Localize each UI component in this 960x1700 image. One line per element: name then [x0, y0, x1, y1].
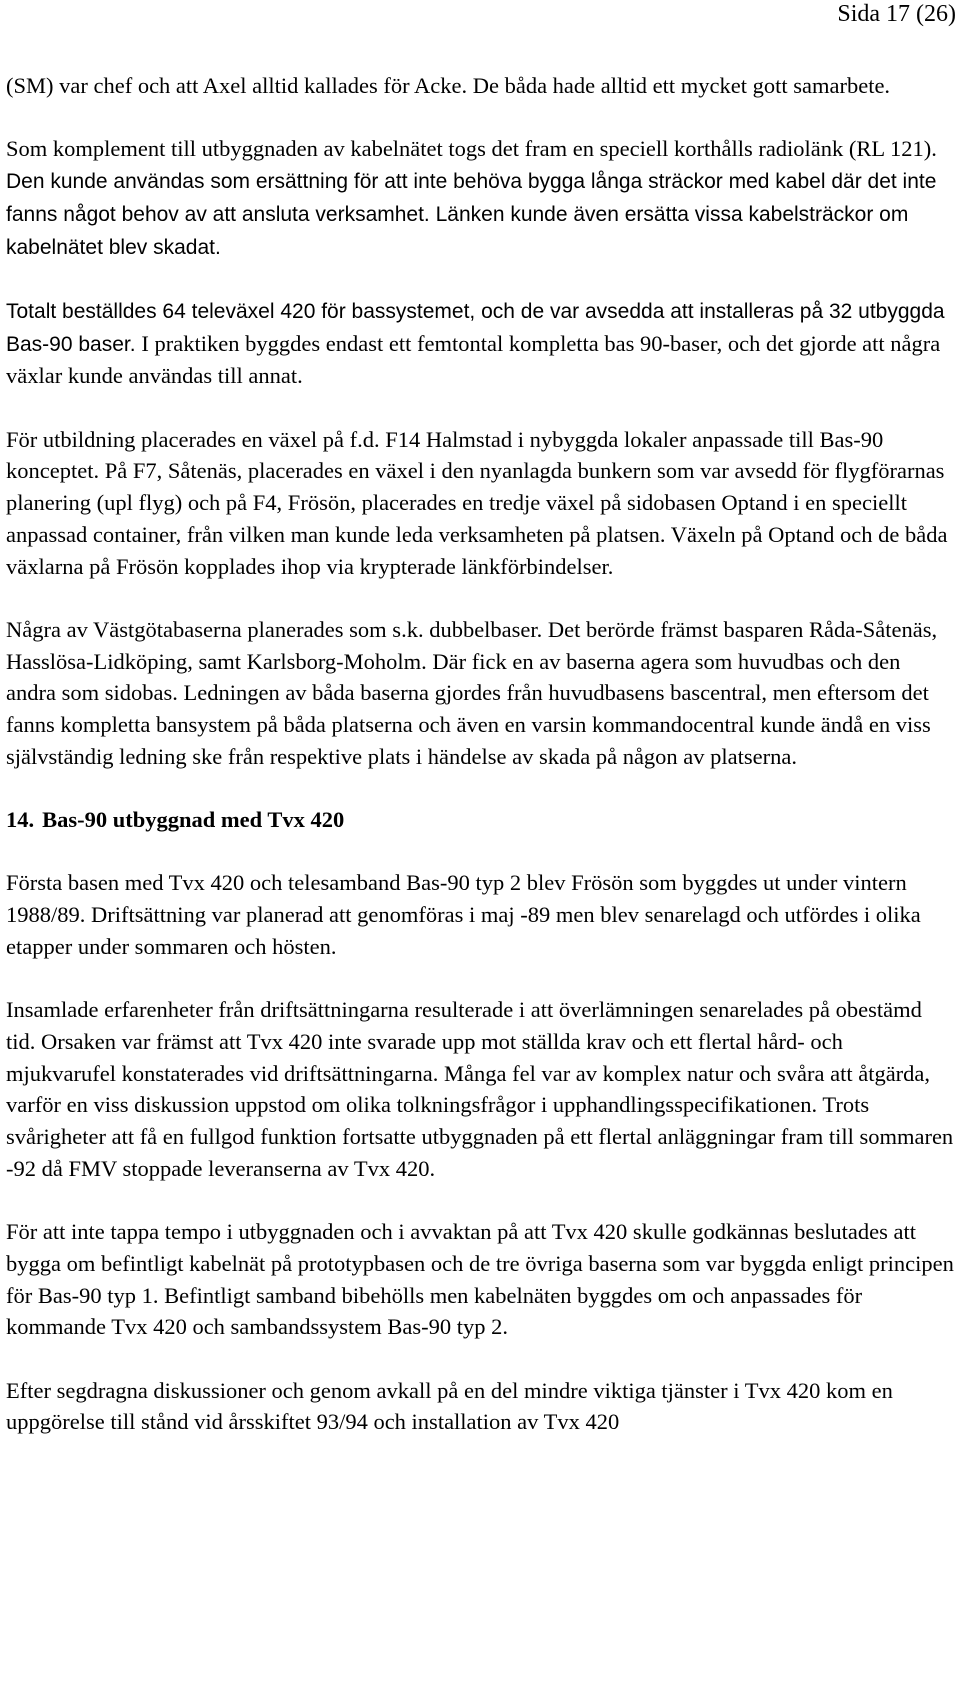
paragraph-text: Efter segdragna diskussioner och genom avkall på en del mindre viktiga tjänster i Tvx 420 kom en uppgörelse till stånd vid årsskiftet 93/94 och installation av Tvx 420: [6, 1377, 893, 1435]
paragraph-text: Insamlade erfarenheter från driftsättningarna resulterade i att överlämningen senarelades på obestämd tid. Orsaken var främst att Tvx 420 inte svarade upp mot ställda krav och ett flertal hård- och mjukvarufel konstaterades vid driftsättningarna. Många fel var av komplex natur och svåra att åtgärda, varför en viss diskussion uppstod om olika tolkningsfrågor i upphandlingsspecifikationen. Trots svårigheter att få en fullgod funktion fortsatte utbyggnaden på ett flertal anläggningar fram till sommaren -92 då FMV stoppade leveranserna av Tvx 420.: [6, 997, 954, 1181]
section-title: Bas-90 utbyggnad med Tvx 420: [42, 807, 345, 833]
paragraph-text: (SM) var chef och att Axel alltid kallades för Acke. De båda hade alltid ett mycket gott samarbete.: [6, 73, 891, 98]
paragraph-text: I praktiken byggdes endast ett femtontal kompletta bas 90-baser, och det gjorde att några växlar kunde användas till annat.: [6, 330, 941, 389]
paragraph-6: [6, 867, 954, 962]
page-number: Sida 17 (26): [837, 1, 956, 27]
paragraph-text: För att inte tappa tempo i utbyggnaden och i avvaktan på att Tvx 420 skulle godkännas beslutades att bygga om befintligt kabelnät på prototypbasen och de tre övriga baserna som var byggda enligt principen för Bas-90 typ 1. Befintligt samband bibehölls men kabelnäten byggdes om och anpassades för kommande Tvx 420 och sambandssystem Bas-90 typ 2.: [6, 1219, 954, 1340]
paragraph-text: Några av Västgötabaserna planerades som s.k. dubbelbaser. Det berörde främst basparen Råda-Såtenäs, Hasslösa-Lidköping, samt Karlsborg-Moholm. Där fick en av baserna agera som huvudbas och den andra som sidobas. Ledningen av båda baserna gjordes från huvudbasens bascentral, men eftersom det fanns kompletta bansystem på båda platserna och även en varsin kommandocentral kunde ändå en viss självständig ledning ske från respektive plats i händelse av skada på någon av platserna.: [6, 616, 938, 769]
paragraph-text-sans: Totalt beställdes 64 televäxel 420 för bassystemet, och de var avsedda att installeras på 32 utbyggda Bas-90 baser.: [6, 299, 945, 356]
document-body: [6, 70, 954, 1470]
paragraph-4: [6, 424, 954, 583]
paragraph-8: [6, 1216, 954, 1343]
paragraph-5: [6, 614, 954, 773]
section-heading: [6, 804, 954, 836]
paragraph-text-sans: Den kunde användas som ersättning för att inte behöva bygga långa sträckor med kabel där det inte fanns något behov av att ansluta verksamhet. Länken kunde även ersätta vissa kabelsträckor om kabelnätet blev skadat.: [6, 170, 937, 259]
paragraph-1: [6, 70, 954, 102]
paragraph-7: [6, 994, 954, 1184]
paragraph-2: [6, 133, 954, 263]
paragraph-9: [6, 1375, 954, 1438]
paragraph-3: [6, 295, 954, 392]
paragraph-text: Första basen med Tvx 420 och telesamband Bas-90 typ 2 blev Frösön som byggdes ut under vintern 1988/89. Driftsättning var planerad att genomföras i maj -89 men blev senarelagd och utfördes i olika etapper under sommaren och hösten.: [6, 870, 921, 959]
section-number: 14.: [6, 807, 35, 833]
paragraph-text: Som komplement till utbyggnaden av kabelnätet togs det fram en speciell korthålls radiolänk (RL 121).: [6, 136, 937, 162]
paragraph-text: För utbildning placerades en växel på f.d. F14 Halmstad i nybyggda lokaler anpassade till Bas-90 konceptet. På F7, Såtenäs, placerades en växel i den nyanlagda bunkern som var avsedd för flygförarnas planering (upl flyg) och på F4, Frösön, placerades en tredje växel på sidobasen Optand i en speciellt anpassad container, från vilken man kunde leda verksamheten på platsen. Växeln på Optand och de båda växlarna på Frösön kopplades ihop via krypterade länkförbindelser.: [6, 426, 948, 579]
